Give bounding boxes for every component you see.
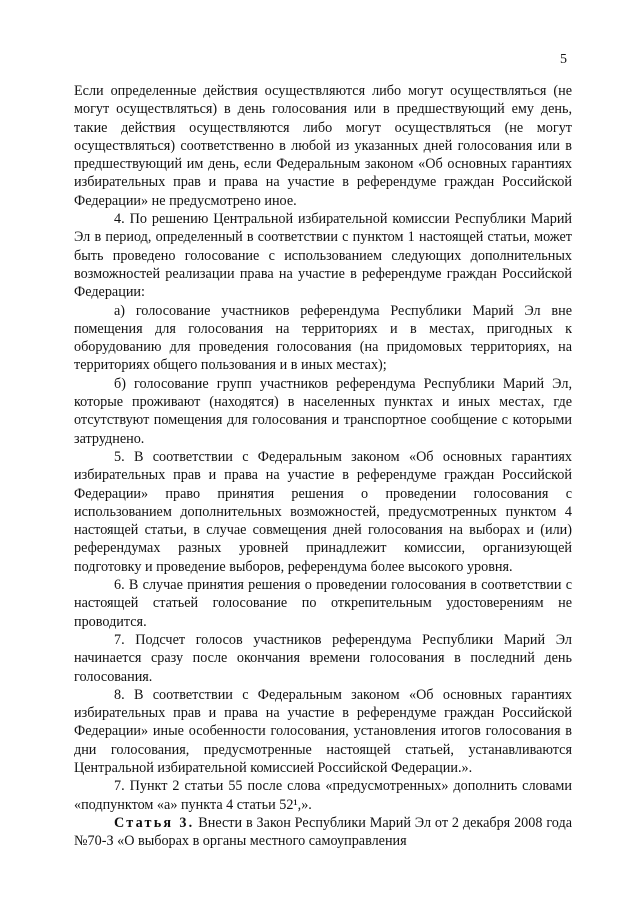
article-3-text: Внести в Закон Республики Марий Эл от 2 декабря 2008 года №70-З «О выборах в органы местного самоуправления xyxy=(74,814,573,850)
paragraph-item-7: 7. Подсчет голосов участников референдума Республики Марий Эл начинается сразу после окончания времени голосования в последний день голосования. xyxy=(74,631,572,685)
paragraph-item-5: 5. В соответствии с Федеральным законом «Об основных гарантиях избирательных прав и права на участие в референдуме граждан Российской Федерации» право принятия решения о проведении голосования с использованием дополнительных возможностей, предусмотренных пунктом 4 настоящей статьи, в случае совмещения дней голосования на выборах и (или) референдумах разных уровней принадлежит комиссии, организующей подготовку и проведение выборов, референдума более высокого уровня. xyxy=(74,448,572,575)
paragraph-continuation: Если определенные действия осуществляются либо могут осуществляться (не могут осуществляться) в день голосования или в предшествующий ему день, такие действия осуществляются либо могут осуществляться (не могут осуществляться) соответственно в любой из указанных дней голосования или в предшествующий им день, если Федеральным законом «Об основных гарантиях избирательных прав и права на участие в референдуме граждан Российской Федерации» не предусмотрено иное. xyxy=(74,83,572,209)
paragraph-item-4: 4. По решению Центральной избирательной комиссии Республики Марий Эл в период, определенный в соответствии с пунктом 1 настоящей статьи, может быть проведено голосование с использованием следующих дополнительных возможностей реализации права на участие в референдуме граждан Российской Федерации: xyxy=(74,211,572,301)
page-number: 5 xyxy=(560,52,567,67)
paragraph-subitem-a: а) голосование участников референдума Республики Марий Эл вне помещения для голосования на территориях и в местах, пригодных к оборудованию для проведения голосования (на придомовых территориях, на территориях общего пользования и в иных местах); xyxy=(74,302,572,374)
paragraph-amendment-7: 7. Пункт 2 статьи 55 после слова «предусмотренных» дополнить словами «подпунктом «а» пункта 4 статьи 52¹,». xyxy=(74,778,572,813)
article-3-paragraph xyxy=(74,814,572,851)
article-3-heading: Статья 3. xyxy=(114,814,195,831)
paragraph-subitem-b: б) голосование групп участников референдума Республики Марий Эл, которые проживают (находятся) в населенных пунктах и иных местах, где отсутствуют помещения для голосования и транспортное сообщение с которыми затруднено. xyxy=(74,375,572,447)
paragraph-item-6: 6. В случае принятия решения о проведении голосования в соответствии с настоящей статьей голосование по открепительным удостоверениям не проводится. xyxy=(74,577,572,630)
document-body xyxy=(74,82,572,850)
paragraph-item-8: 8. В соответствии с Федеральным законом «Об основных гарантиях избирательных прав и права на участие в референдуме граждан Российской Федерации» иные особенности голосования, установления итогов голосования в дни голосования, предусмотренные настоящей статьей, устанавливаются Центральной избирательной комиссией Российской Федерации.». xyxy=(74,686,572,776)
